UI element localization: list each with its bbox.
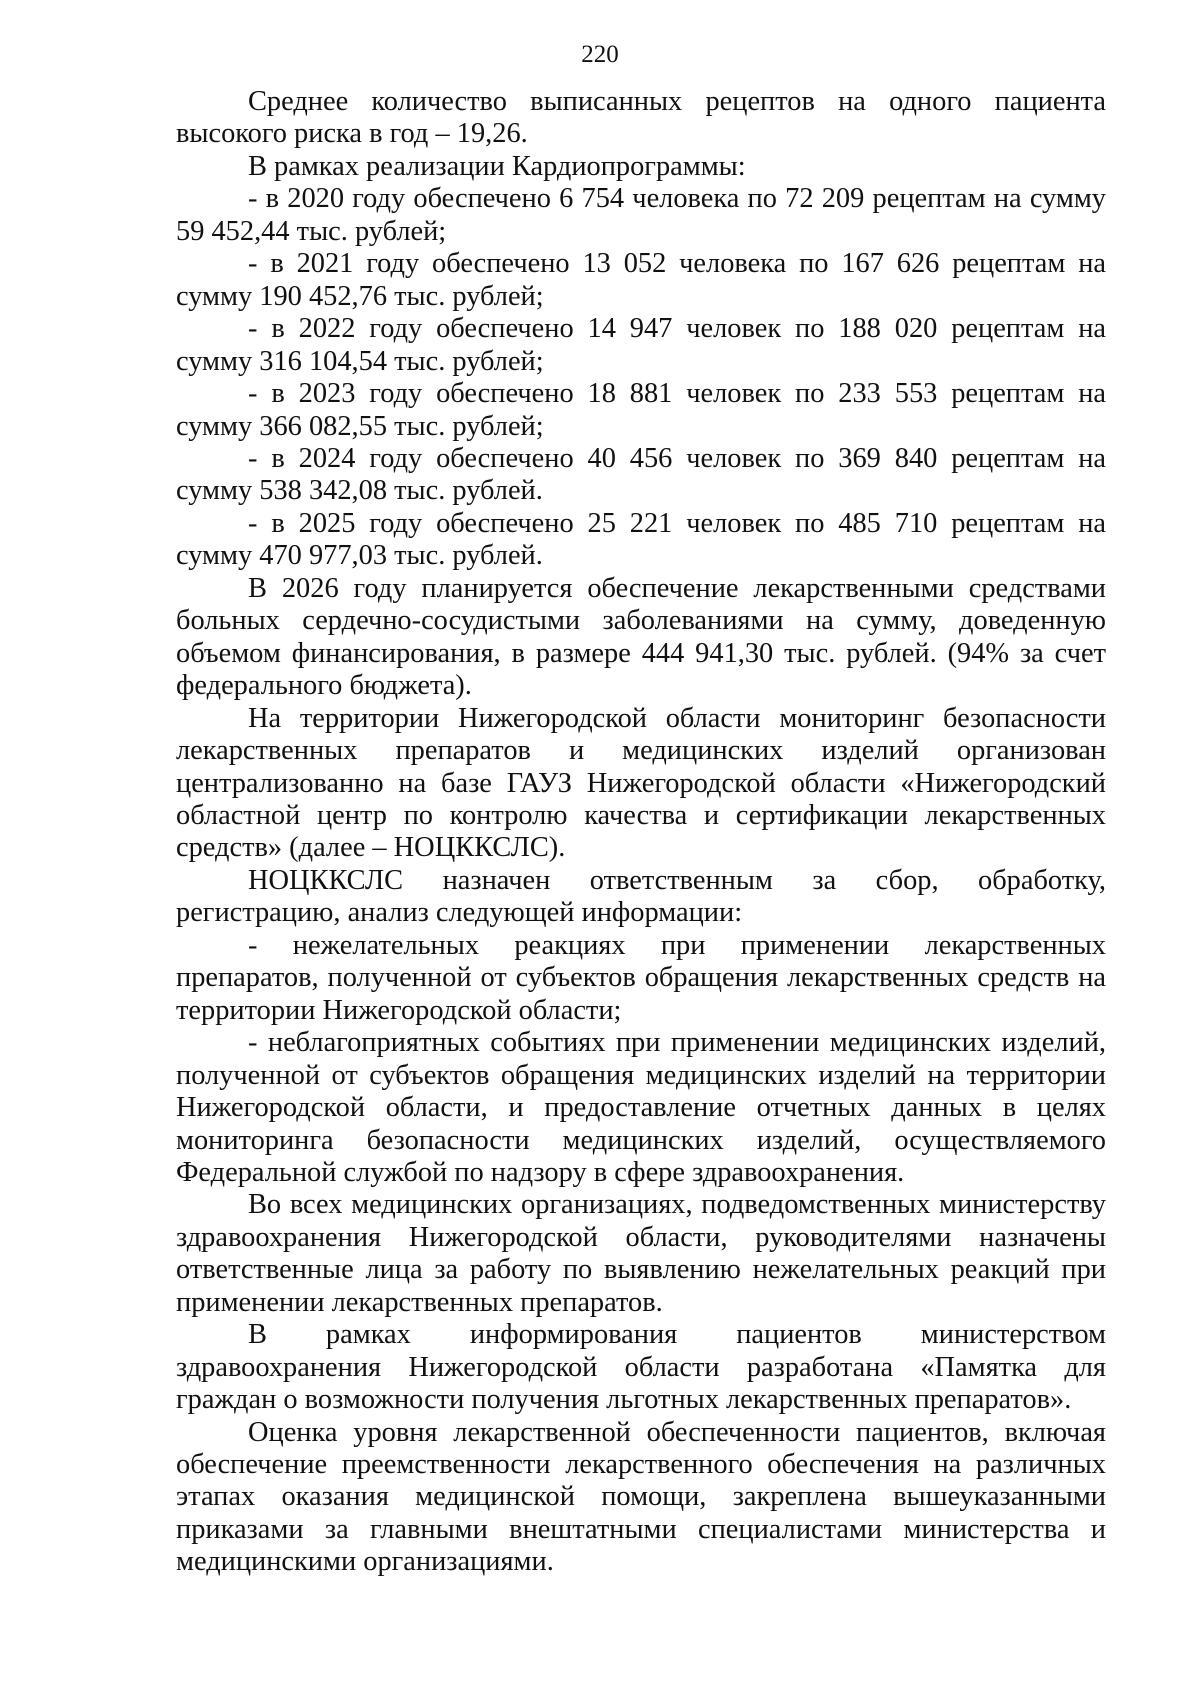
list-item-adverse-events: - неблагоприятных событиях при применении медицинских изделий, полученной от субъектов обращения медицинских изделий на территории Нижегородской области, и предоставление отчетных данных в целях мониторинга безопасности медицинских изделий, осуществляемого Федеральной службой по надзору в сфере здравоохранения. [176, 1027, 1106, 1188]
paragraph-2026-plan: В 2026 году планируется обеспечение лекарственными средствами больных сердечно-сосудистыми заболеваниями на сумму, доведенную объемом финансирования, в размере 444 941,30 тыс. рублей. (94% за счет федерального бюджета). [176, 572, 1106, 702]
list-item-2022: - в 2022 году обеспечено 14 947 человек по 188 020 рецептам на сумму 316 104,54 тыс. рублей; [176, 313, 1106, 377]
paragraph-noccksls-responsibility: НОЦККСЛС назначен ответственным за сбор, обработку, регистрацию, анализ следующей информации: [176, 864, 1106, 929]
paragraph-responsible-persons: Во всех медицинских организациях, подведомственных министерству здравоохранения Нижегородской области, руководителями назначены ответственные лица за работу по выявлению нежелательных реакций при применении лекарственных препаратов. [176, 1189, 1106, 1318]
list-item-2020: - в 2020 году обеспечено 6 754 человека по 72 209 рецептам на сумму 59 452,44 тыс. рублей; [176, 183, 1106, 247]
paragraph-assessment: Оценка уровня лекарственной обеспеченности пациентов, включая обеспечение преемственности лекарственного обеспечения на различных этапах оказания медицинской помощи, закреплена вышеуказанными приказами за главными внештатными специалистами министерства и медицинскими организациями. [176, 1416, 1106, 1578]
paragraph-average-prescriptions: Среднее количество выписанных рецептов на одного пациента высокого риска в год – 19,26. [176, 86, 1106, 150]
list-item-2023: - в 2023 году обеспечено 18 881 человек по 233 553 рецептам на сумму 366 082,55 тыс. рублей; [176, 378, 1106, 442]
paragraph-memo: В рамках информирования пациентов министерством здравоохранения Нижегородской области разработана «Памятка для граждан о возможности получения льготных лекарственных препаратов». [176, 1319, 1106, 1416]
page-number: 220 [581, 41, 619, 68]
page-body [176, 86, 1106, 1579]
list-item-adverse-reactions: - нежелательных реакциях при применении лекарственных препаратов, полученной от субъектов обращения лекарственных средств на территории Нижегородской области; [176, 929, 1106, 1026]
list-item-2024: - в 2024 году обеспечено 40 456 человек по 369 840 рецептам на сумму 538 342,08 тыс. рублей. [176, 442, 1106, 507]
list-item-2025: - в 2025 году обеспечено 25 221 человек по 485 710 рецептам на сумму 470 977,03 тыс. рублей. [176, 507, 1106, 572]
paragraph-monitoring: На территории Нижегородской области мониторинг безопасности лекарственных препаратов и медицинских изделий организован централизованно на базе ГАУЗ Нижегородской области «Нижегородский областной центр по контролю качества и сертификации лекарственных средств» (далее – НОЦККСЛС). [176, 702, 1106, 864]
list-item-2021: - в 2021 году обеспечено 13 052 человека по 167 626 рецептам на сумму 190 452,76 тыс. рублей; [176, 248, 1106, 312]
paragraph-cardioprogram-intro: В рамках реализации Кардиопрограммы: [248, 150, 746, 182]
